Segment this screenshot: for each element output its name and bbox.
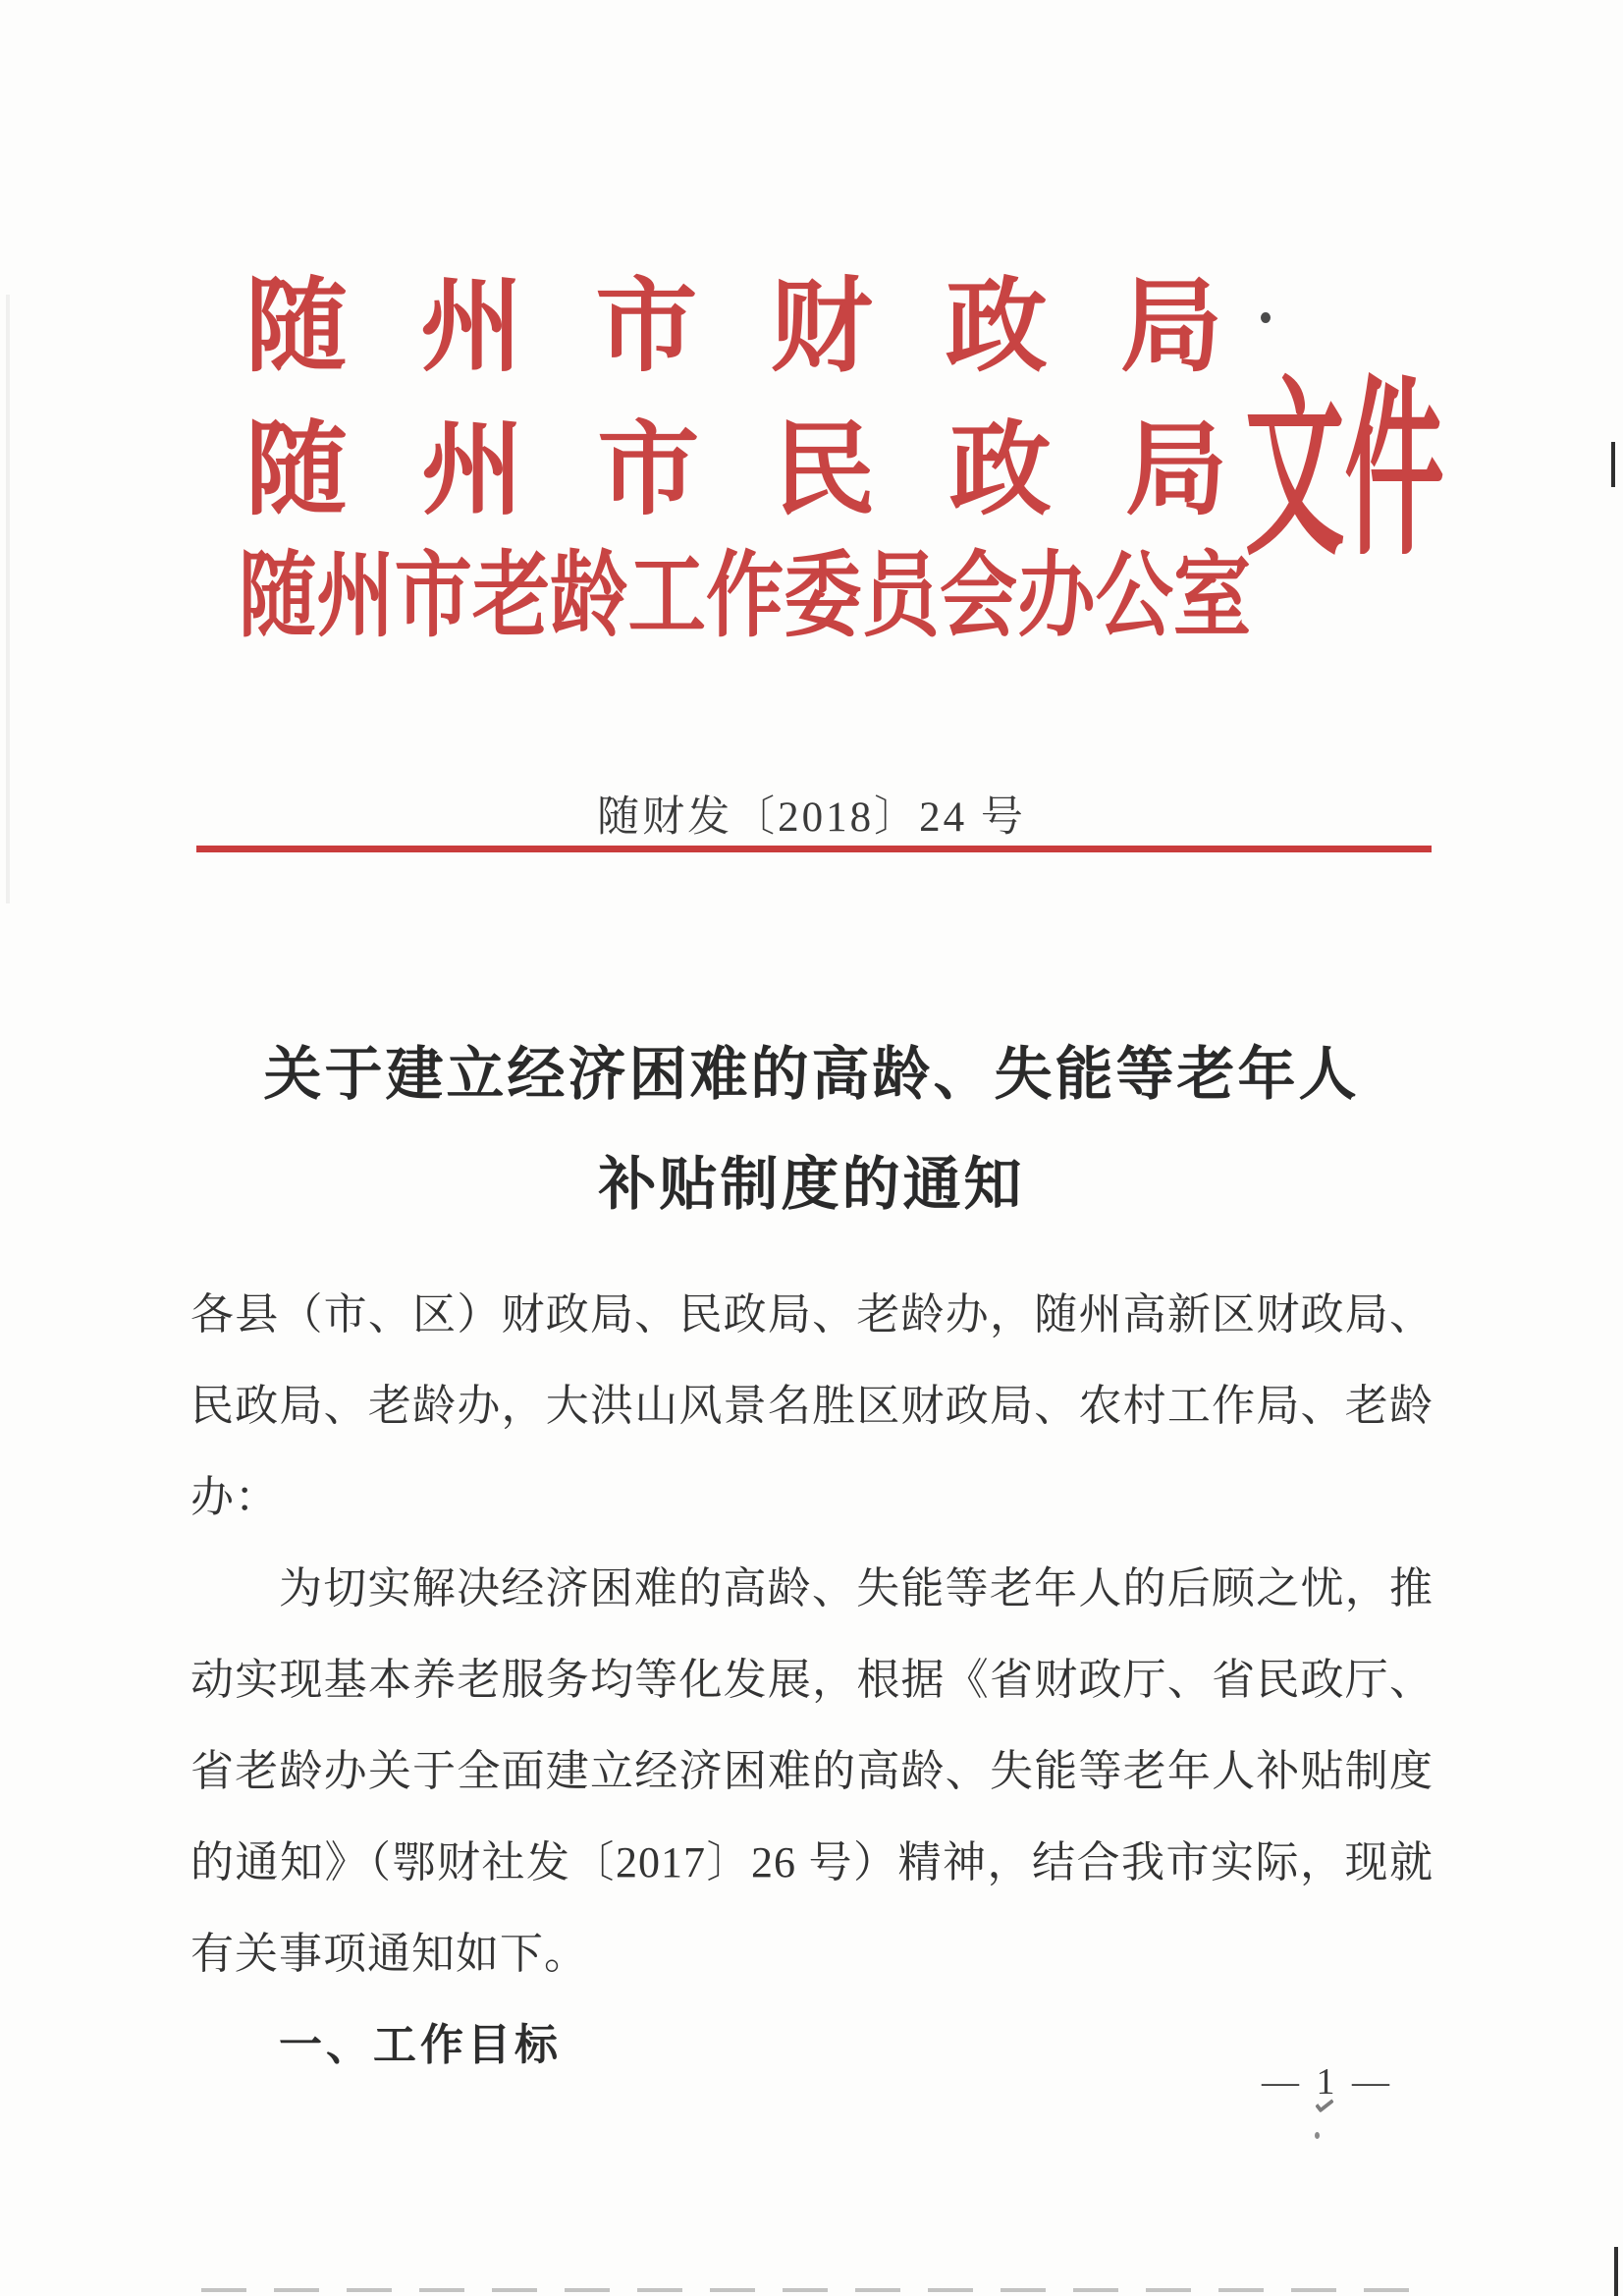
salutation-line-1: 各县（市、区）财政局、民政局、老龄办，随州高新区财政局、 (190, 1290, 1434, 1339)
paragraph-line-5: 有关事项通知如下。 (190, 1930, 588, 1978)
scan-artifact-edge-tick (1611, 442, 1615, 487)
letterhead-wenjian-label: 文件 (1245, 366, 1444, 578)
document-body (190, 1269, 1434, 2091)
document-title-line-1: 关于建立经济困难的高龄、失能等老年人 (263, 1042, 1360, 1107)
scan-artifact-edge-tick (1614, 2247, 1618, 2296)
scan-artifact-left-smudge (6, 295, 10, 903)
paragraph-line-2: 动实现基本养老服务均等化发展，根据《省财政厅、省民政厅、 (190, 1656, 1434, 1704)
red-divider (196, 846, 1432, 852)
page-number: — 1 — (1262, 2061, 1393, 2103)
scan-artifact-bottom-line (201, 2288, 1424, 2292)
letterhead-line-2: 随 州 市 民 政 局 (245, 414, 1227, 527)
paragraph-line-3: 省老龄办关于全面建立经济困难的高龄、失能等老年人补贴制度 (190, 1747, 1434, 1795)
section-heading: 一、工作目标 (279, 2021, 562, 2069)
salutation-line-3: 办： (190, 1473, 279, 1521)
letterhead-line-1: 随 州 市 财 政 局 (245, 271, 1222, 384)
paragraph-line-1: 为切实解决经济困难的高龄、失能等老年人的后顾之忧，推 (279, 1564, 1434, 1613)
salutation-line-2: 民政局、老龄办，大洪山风景名胜区财政局、农村工作局、老龄 (190, 1382, 1434, 1430)
paragraph-line-4: 的通知》（鄂财社发〔2017〕26 号）精神，结合我市实际，现就 (190, 1838, 1434, 1886)
document-title-line-2: 补贴制度的通知 (598, 1152, 1025, 1217)
document-number: 随财发〔2018〕24 号 (597, 794, 1026, 841)
scan-artifact-dot (1315, 2132, 1320, 2139)
letterhead-line-3: 随州市老龄工作委员会办公室 (239, 544, 1252, 648)
scan-artifact-dot (1261, 312, 1271, 323)
